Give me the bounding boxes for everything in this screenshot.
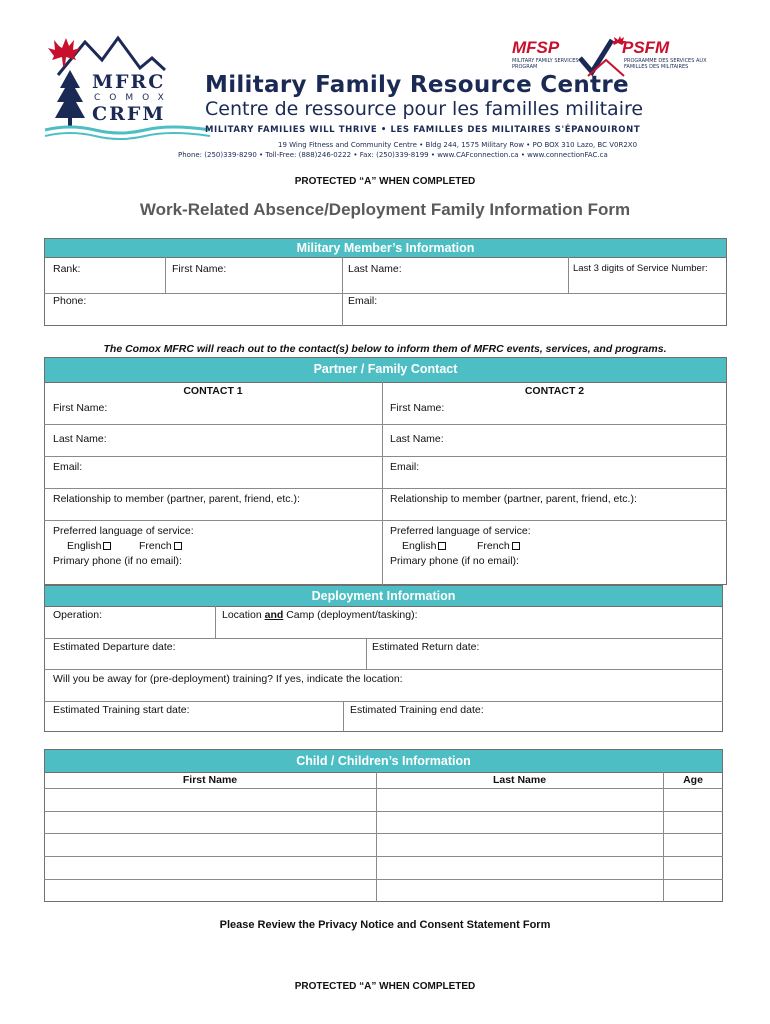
contact2-header: CONTACT 2 <box>524 385 585 397</box>
child-age-input[interactable] <box>664 789 722 810</box>
child-first-name-input[interactable] <box>45 789 375 810</box>
operation-field[interactable]: Operation: <box>53 609 103 621</box>
organization-name-fr: Centre de ressource pour les familles militaire <box>205 98 644 120</box>
mfsp-subtitle: MILITARY FAMILY SERVICES PROGRAM <box>512 58 579 70</box>
contact2-last-name-field[interactable]: Last Name: <box>390 433 444 445</box>
contact2-email-field[interactable]: Email: <box>390 461 420 473</box>
location-camp-field[interactable] <box>222 609 418 621</box>
privacy-notice: Please Review the Privacy Notice and Consent Statement Form <box>219 919 551 931</box>
english-checkbox[interactable] <box>103 542 111 550</box>
children-section-heading: Child / Children’s Information <box>44 749 723 773</box>
protected-notice-top: PROTECTED “A” WHEN COMPLETED <box>294 176 476 187</box>
logo-crfm-text: CRFM <box>92 103 166 125</box>
protected-notice-bottom: PROTECTED “A” WHEN COMPLETED <box>294 981 476 992</box>
child-age-input[interactable] <box>664 834 722 855</box>
french-checkbox[interactable] <box>512 542 520 550</box>
child-last-name-input[interactable] <box>377 789 662 810</box>
contact1-first-name-field[interactable]: First Name: <box>53 402 108 414</box>
divider <box>44 488 727 489</box>
child-last-name-header: Last Name <box>492 774 547 786</box>
mfsp-wordmark: MFSP <box>512 38 560 57</box>
member-email-field[interactable]: Email: <box>348 295 378 307</box>
member-last-name-field[interactable]: Last Name: <box>348 263 402 275</box>
contact2-english-option[interactable] <box>402 540 446 552</box>
maple-leaf-icon <box>48 38 80 66</box>
child-first-name-input[interactable] <box>45 857 375 878</box>
contact2-primary-phone-field[interactable]: Primary phone (if no email): <box>390 555 519 567</box>
child-first-name-input[interactable] <box>45 834 375 855</box>
training-location-field[interactable]: Will you be away for (pre-deployment) training? If yes, indicate the location: <box>53 673 403 685</box>
contact1-french-option[interactable] <box>139 540 182 552</box>
child-age-header: Age <box>683 774 703 786</box>
service-number-field[interactable]: Last 3 digits of Service Number: <box>573 263 708 274</box>
divider <box>44 424 727 425</box>
contact1-header: CONTACT 1 <box>183 385 243 397</box>
contact2-first-name-field[interactable]: First Name: <box>390 402 445 414</box>
child-age-input[interactable] <box>664 812 722 832</box>
child-first-name-input[interactable] <box>45 812 375 832</box>
organization-contact-line: Phone: (250)339-8290 • Toll-Free: (888)246-0222 • Fax: (250)339-8199 • www.CAFconnection.ca • www.connectionFAC.ca <box>178 151 608 159</box>
logo-mfrc-text: MFRC <box>92 71 166 93</box>
return-date-field[interactable]: Estimated Return date: <box>372 641 480 653</box>
french-checkbox[interactable] <box>174 542 182 550</box>
child-last-name-input[interactable] <box>377 834 662 855</box>
training-end-date-field[interactable]: Estimated Training end date: <box>350 704 484 716</box>
psfm-subtitle: PROGRAMME DES SERVICES AUX FAMILLES DES MILITAIRES <box>624 58 707 70</box>
rank-field[interactable]: Rank: <box>53 263 81 275</box>
checkmark-icon <box>580 40 612 72</box>
child-age-input[interactable] <box>664 857 722 878</box>
contact1-english-option[interactable] <box>67 540 111 552</box>
contact2-french-option[interactable] <box>477 540 520 552</box>
tree-icon <box>55 70 85 118</box>
child-last-name-input[interactable] <box>377 857 662 878</box>
logo-comox-text: COMOX <box>94 93 173 103</box>
divider <box>382 382 383 585</box>
divider <box>165 257 166 293</box>
french-label: French <box>139 540 172 552</box>
divider <box>44 456 727 457</box>
partner-section-heading: Partner / Family Contact <box>44 357 727 383</box>
child-last-name-input[interactable] <box>377 880 662 901</box>
contact1-last-name-field[interactable]: Last Name: <box>53 433 107 445</box>
divider <box>44 669 723 670</box>
organization-tagline: MILITARY FAMILIES WILL THRIVE • LES FAMILLES DES MILITAIRES S'ÉPANOUIRONT <box>205 125 641 135</box>
deployment-section-heading: Deployment Information <box>44 585 723 607</box>
english-label: English <box>67 540 102 552</box>
child-last-name-input[interactable] <box>377 812 662 832</box>
organization-address: 19 Wing Fitness and Community Centre • Bldg 244, 1575 Military Row • PO BOX 310 Lazo, BC V0R2X0 <box>278 141 638 149</box>
contact2-relationship-field[interactable]: Relationship to member (partner, parent, friend, etc.): <box>390 493 637 505</box>
contact1-email-field[interactable]: Email: <box>53 461 83 473</box>
form-title: Work-Related Absence/Deployment Family Information Form <box>139 200 631 219</box>
contact2-language-label: Preferred language of service: <box>390 525 531 537</box>
member-phone-field[interactable]: Phone: <box>53 295 87 307</box>
psfm-wordmark: PSFM <box>622 38 670 57</box>
location-label: Location <box>222 609 265 621</box>
contact1-language-label: Preferred language of service: <box>53 525 194 537</box>
divider <box>44 638 723 639</box>
divider <box>44 520 727 521</box>
child-first-name-header: First Name <box>182 774 238 786</box>
organization-name-en: Military Family Resource Centre <box>205 72 629 98</box>
divider <box>215 606 216 638</box>
divider <box>44 701 723 702</box>
child-age-input[interactable] <box>664 880 722 901</box>
french-label: French <box>477 540 510 552</box>
english-label: English <box>402 540 437 552</box>
member-first-name-field[interactable]: First Name: <box>172 263 227 275</box>
divider <box>366 638 367 669</box>
and-emphasis: and <box>264 609 284 621</box>
child-first-name-input[interactable] <box>45 880 375 901</box>
divider <box>44 293 727 294</box>
contact1-relationship-field[interactable]: Relationship to member (partner, parent, friend, etc.): <box>53 493 300 505</box>
training-start-date-field[interactable]: Estimated Training start date: <box>53 704 190 716</box>
member-section-heading: Military Member’s Information <box>44 238 727 258</box>
contact1-primary-phone-field[interactable]: Primary phone (if no email): <box>53 555 182 567</box>
english-checkbox[interactable] <box>438 542 446 550</box>
camp-label: Camp (deployment/tasking): <box>283 609 418 621</box>
contact-note: The Comox MFRC will reach out to the contact(s) below to inform them of MFRC events, services, and programs. <box>103 343 667 355</box>
divider <box>568 257 569 293</box>
departure-date-field[interactable]: Estimated Departure date: <box>53 641 176 653</box>
divider <box>342 257 343 326</box>
divider <box>343 701 344 732</box>
